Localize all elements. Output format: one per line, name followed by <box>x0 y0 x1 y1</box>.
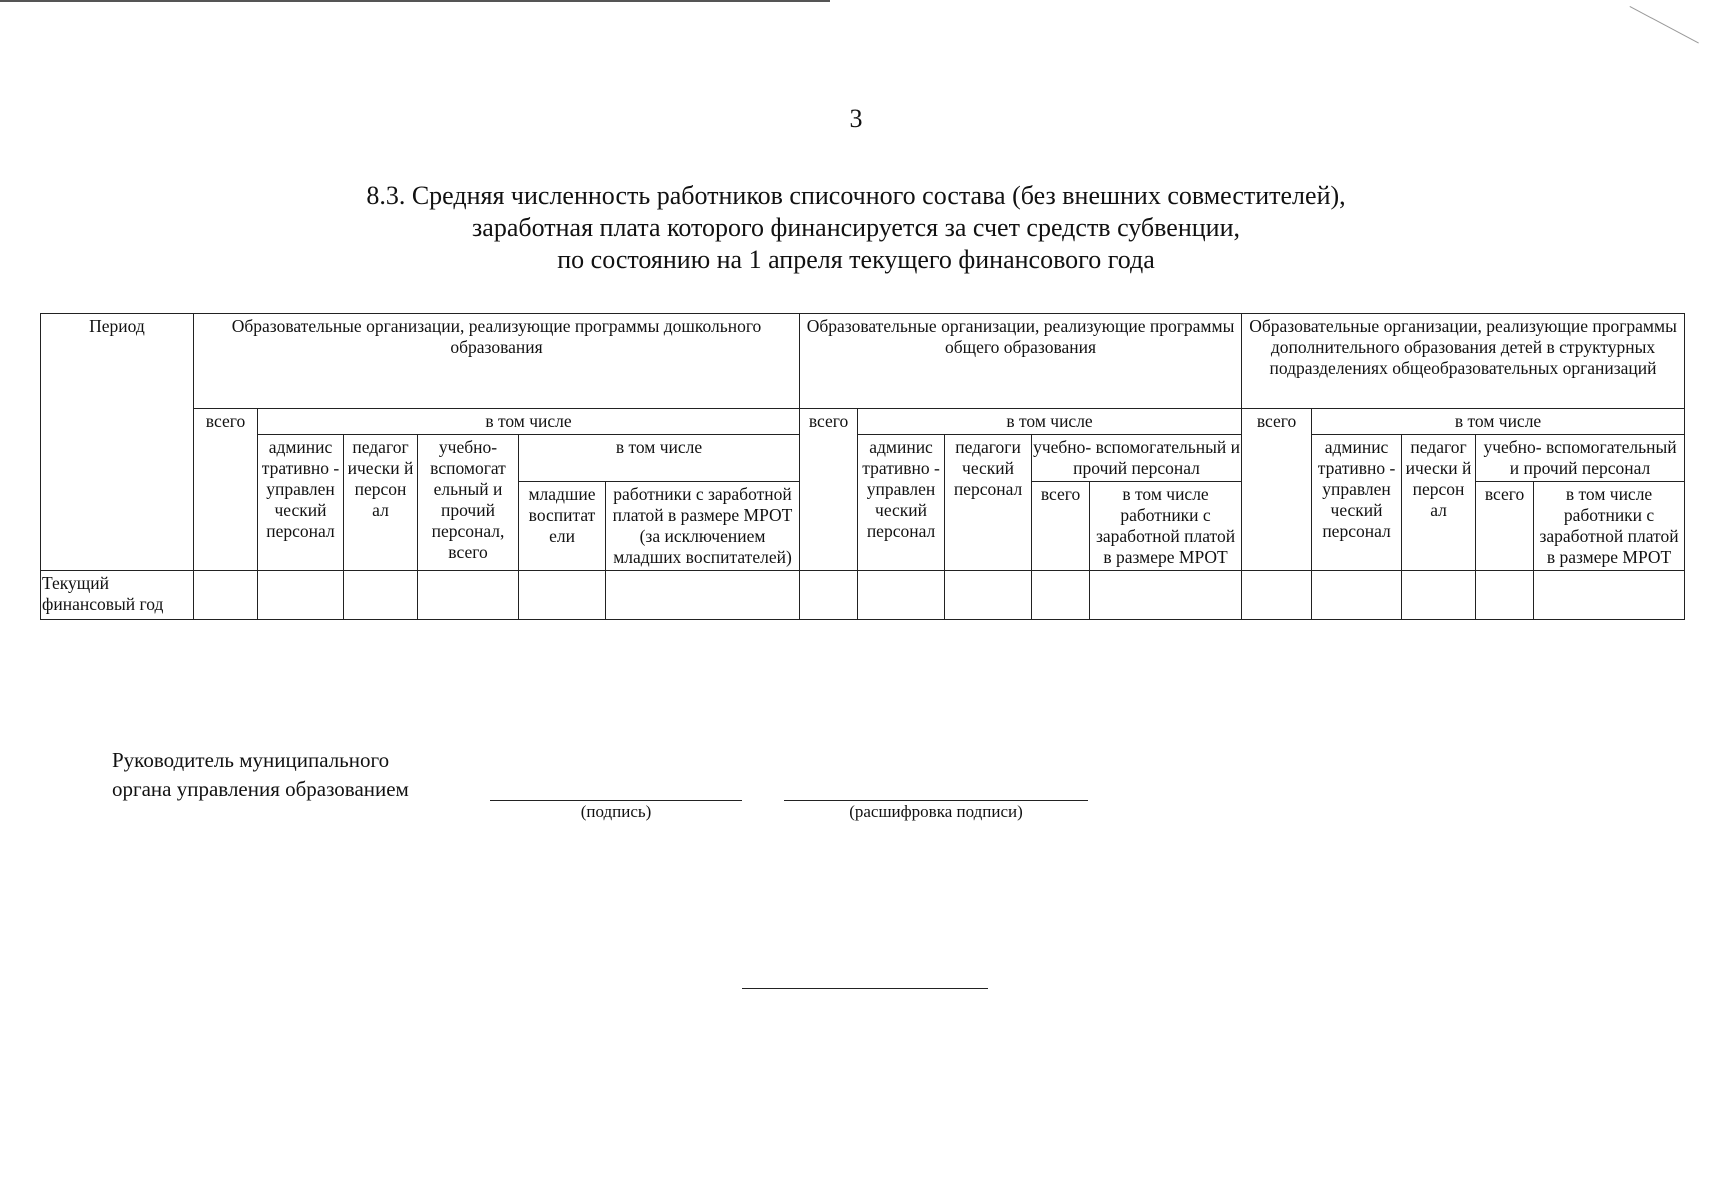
table-cell[interactable] <box>800 571 858 620</box>
signature-caption: (подпись) <box>580 802 652 821</box>
title-line-3: по состоянию на 1 апреля текущего финансового года <box>557 245 1155 274</box>
section-title <box>0 180 1712 276</box>
table-cell[interactable] <box>344 571 418 620</box>
row-label-current-year: Текущий финансовый год <box>41 571 194 620</box>
table-cell[interactable] <box>945 571 1032 620</box>
preschool-pedagogical-header: педагог ически й персон ал <box>344 435 418 571</box>
table-cell[interactable] <box>418 571 519 620</box>
group-header-general: Образовательные организации, реализующие программы общего образования <box>800 314 1242 409</box>
bottom-separator-line <box>742 988 988 989</box>
corner-scan-mark <box>1630 6 1699 44</box>
group-header-additional: Образовательные организации, реализующие программы дополнительного образования детей в структурных подразделениях общеобразовательных организаций <box>1242 314 1685 409</box>
staff-table <box>40 313 1685 620</box>
general-including-header: в том числе <box>858 409 1242 435</box>
table-cell[interactable] <box>606 571 800 620</box>
general-admin-header: админис тративно - управлен ческий персонал <box>858 435 945 571</box>
top-border-line <box>0 0 830 2</box>
general-total-header: всего <box>800 409 858 571</box>
general-support-header: учебно- вспомогательный и прочий персонал <box>1032 435 1242 482</box>
table-cell[interactable] <box>1090 571 1242 620</box>
additional-support-total-header: всего <box>1476 482 1534 571</box>
table-cell[interactable] <box>1534 571 1685 620</box>
table-cell[interactable] <box>1242 571 1312 620</box>
preschool-mrot-header: работники с заработной платой в размере МРОТ (за исключением младших воспитателей) <box>606 482 800 571</box>
preschool-admin-header: админис тративно - управлен ческий персонал <box>258 435 344 571</box>
signature-decoding-caption: (расшифровка подписи) <box>849 802 1023 821</box>
table-cell[interactable] <box>1312 571 1402 620</box>
table-cell[interactable] <box>519 571 606 620</box>
additional-pedagogical-header: педагог ически й персон ал <box>1402 435 1476 571</box>
group-header-preschool: Образовательные организации, реализующие программы дошкольного образования <box>194 314 800 409</box>
signature-line[interactable] <box>490 800 742 801</box>
preschool-support-header: учебно- вспомогат ельный и прочий персонал, всего <box>418 435 519 571</box>
table-cell[interactable] <box>258 571 344 620</box>
preschool-total-header: всего <box>194 409 258 571</box>
additional-including-header: в том числе <box>1312 409 1685 435</box>
general-pedagogical-header: педагоги ческий персонал <box>945 435 1032 571</box>
period-header: Период <box>41 314 194 571</box>
additional-total-header: всего <box>1242 409 1312 571</box>
table-cell[interactable] <box>858 571 945 620</box>
additional-support-header: учебно- вспомогательный и прочий персонал <box>1476 435 1685 482</box>
title-line-1: 8.3. Средняя численность работников списочного состава (без внешних совместителей), <box>366 181 1346 210</box>
title-line-2: заработная плата которого финансируется за счет средств субвенции, <box>472 213 1240 242</box>
signatory-line-1: Руководитель муниципального <box>112 748 390 772</box>
table-cell[interactable] <box>1476 571 1534 620</box>
preschool-junior-educators-header: младшие воспитат ели <box>519 482 606 571</box>
additional-admin-header: админис тративно - управлен ческий персонал <box>1312 435 1402 571</box>
signature-decoding-line[interactable] <box>784 800 1088 801</box>
page-number: 3 <box>849 104 863 133</box>
preschool-support-including-header: в том числе <box>519 435 800 482</box>
table-cell[interactable] <box>1402 571 1476 620</box>
signatory-title <box>112 746 409 804</box>
preschool-including-header: в том числе <box>258 409 800 435</box>
table-cell[interactable] <box>1032 571 1090 620</box>
additional-mrot-header: в том числе работники с заработной платой в размере МРОТ <box>1534 482 1685 571</box>
general-mrot-header: в том числе работники с заработной платой в размере МРОТ <box>1090 482 1242 571</box>
signatory-line-2: органа управления образованием <box>112 777 409 801</box>
general-support-total-header: всего <box>1032 482 1090 571</box>
table-cell[interactable] <box>194 571 258 620</box>
